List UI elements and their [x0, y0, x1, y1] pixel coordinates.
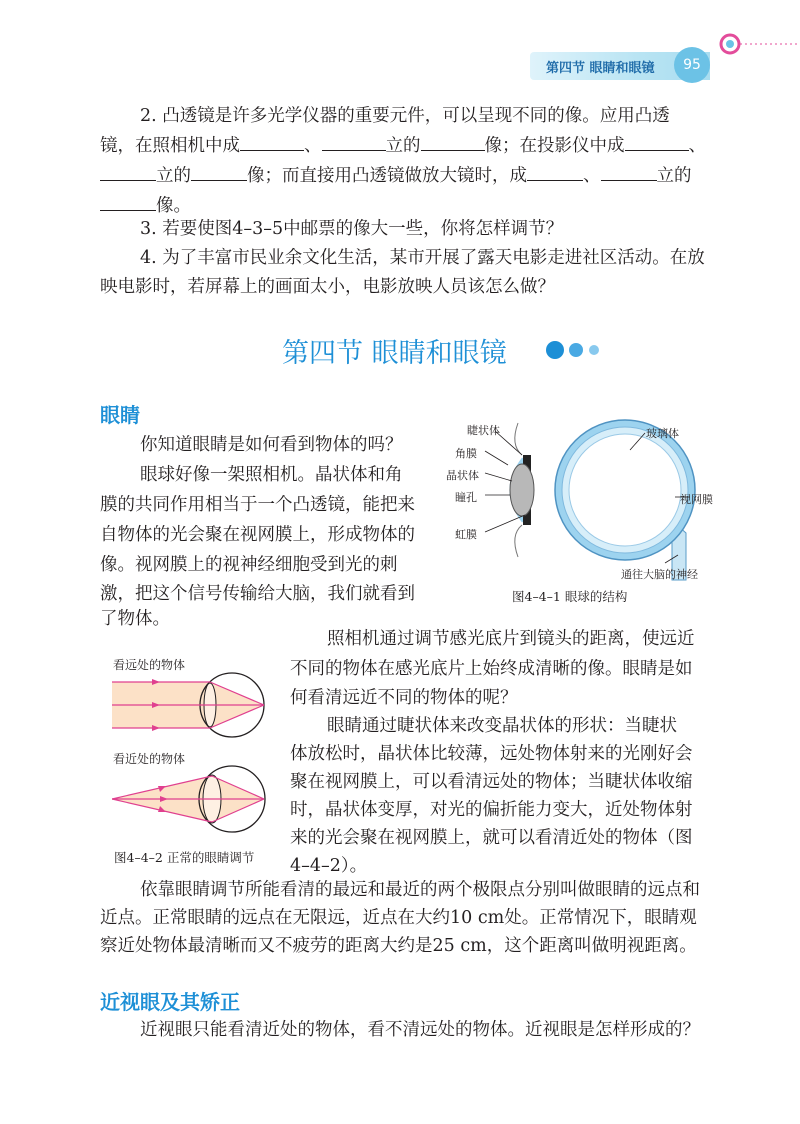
eye-para1-line-6: 激，把这个信号传输给大脑，我们就看到: [100, 584, 415, 604]
eye-para2-line-2: 不同的物体在感光底片上始终成清晰的像。眼睛是如: [290, 659, 693, 679]
label-vitreous: 玻璃体: [646, 427, 679, 440]
label-retina: 视网膜: [680, 493, 713, 506]
label-optic-nerve: 通往大脑的神经: [621, 568, 698, 581]
header-section-label: 第四节 眼睛和眼镜: [546, 61, 655, 76]
eye-para2-line-8: 来的光会聚在视网膜上，就可以看清近处的物体（图: [290, 828, 693, 848]
exercise-4-line-2: 映电影时，若屏幕上的画面太小，电影放映人员该怎么做？: [100, 277, 555, 297]
far-object-diagram: [112, 672, 272, 738]
eye-para2-line-1: 照相机通过调节感光底片到镜头的距离，使远近: [327, 629, 695, 649]
eye-para1-line-3: 膜的共同作用相当于一个凸透镜，能把来: [100, 495, 415, 515]
exercise-3: 3. 若要使图4–3–5中邮票的像大一些，你将怎样调节？: [140, 219, 564, 239]
label-ciliary-body: 睫状体: [467, 424, 500, 437]
eye-para3-line-1: 依靠眼睛调节所能看清的最远和最近的两个极限点分别叫做眼睛的远点和: [140, 880, 700, 900]
myopia-line-1: 近视眼只能看清近处的物体，看不清远处的物体。近视眼是怎样形成的？: [140, 1020, 700, 1040]
eye-para1-line-4: 自物体的光会聚在视网膜上，形成物体的: [100, 525, 415, 545]
page-number: 95: [674, 47, 710, 83]
title-dots-icon: [544, 338, 604, 362]
eye-para1-line-1: 你知道眼睛是如何看到物体的吗？: [140, 435, 403, 455]
exercise-4-line-1: 4. 为了丰富市民业余文化生活，某市开展了露天电影走进社区活动。在放: [140, 248, 705, 268]
eye-para1-line-2: 眼球好像一架照相机。晶状体和角: [140, 465, 403, 485]
section-title: 第四节 眼睛和眼镜: [282, 338, 507, 369]
eye-para2-line-6: 聚在视网膜上，可以看清远处的物体；当睫状体收缩: [290, 772, 693, 792]
eye-para3-line-2: 近点。正常眼睛的远点在无限远，近点在大约10 cm处。正常情况下，眼睛观: [100, 908, 697, 928]
eye-para2-line-7: 时，晶状体变厚，对光的偏折能力变大，近处物体射: [290, 800, 693, 820]
exercise-2-line-2: 镜，在照相机中成 、 立的 像；在投影仪中成 、: [100, 131, 706, 161]
heading-eye: 眼睛: [100, 403, 140, 427]
header-decoration: [700, 30, 800, 60]
figure-2-caption: 图4–4–2 正常的眼睛调节: [114, 850, 255, 865]
eye-para2-line-5: 体放松时，晶状体比较薄，远处物体射来的光刚好会: [290, 744, 693, 764]
label-near-object: 看近处的物体: [113, 752, 186, 766]
exercise-2-line-4: 像。: [100, 191, 191, 221]
eye-para1-line-7: 了物体。: [100, 609, 170, 629]
label-iris: 虹膜: [455, 528, 477, 541]
label-pupil: 瞳孔: [455, 491, 477, 504]
exercise-2-line-3: 立的 像；而直接用凸透镜做放大镜时，成 、 立的: [100, 161, 692, 191]
eye-para2-line-9: 4–4–2）。: [290, 856, 368, 876]
eye-para2-line-4: 眼睛通过睫状体来改变晶状体的形状：当睫状: [327, 716, 677, 736]
figure-1-caption: 图4–4–1 眼球的结构: [512, 589, 628, 604]
exercise-2-line-1: 2. 凸透镜是许多光学仪器的重要元件，可以呈现不同的像。应用凸透: [140, 106, 670, 126]
label-far-object: 看远处的物体: [113, 658, 186, 672]
near-object-diagram: [112, 764, 272, 834]
eye-para3-line-3: 察近处物体最清晰而又不疲劳的距离大约是25 cm，这个距离叫做明视距离。: [100, 936, 697, 956]
eye-para2-line-3: 何看清远近不同的物体的呢？: [290, 688, 518, 708]
label-lens: 晶状体: [446, 469, 479, 482]
label-cornea: 角膜: [455, 447, 477, 460]
heading-myopia: 近视眼及其矫正: [100, 990, 240, 1014]
eye-para1-line-5: 像。视网膜上的视神经细胞受到光的刺: [100, 555, 398, 575]
